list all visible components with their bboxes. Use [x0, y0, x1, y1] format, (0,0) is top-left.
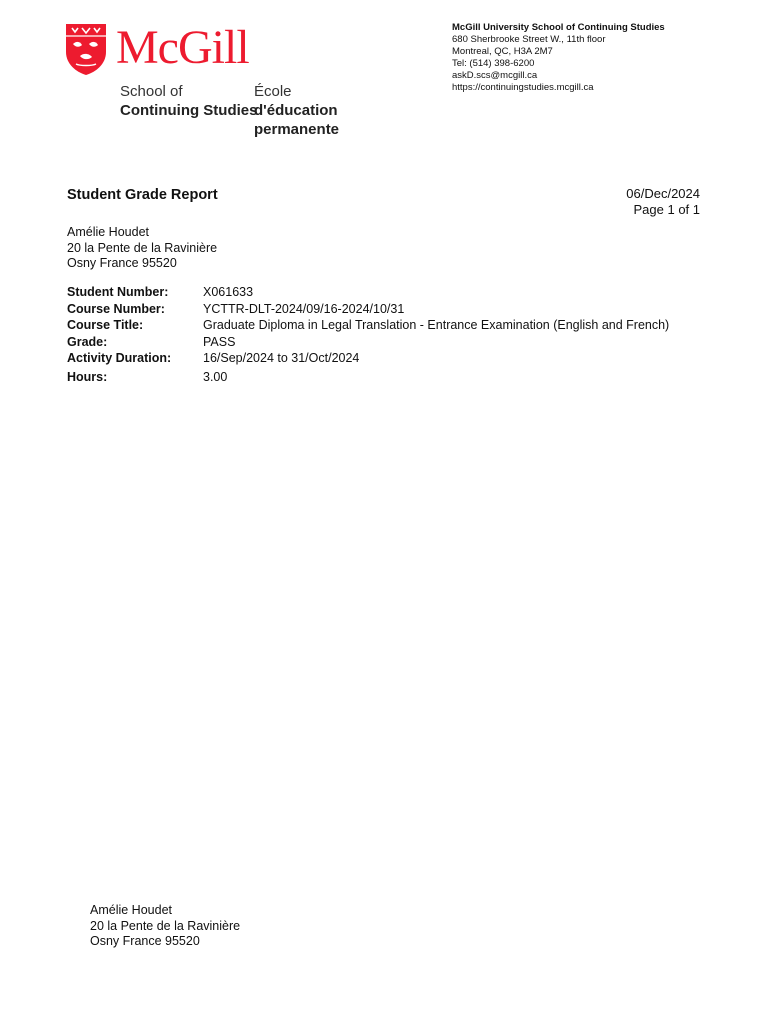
institution-tel: Tel: (514) 398-6200: [452, 58, 535, 69]
grade-details-table: [67, 285, 669, 389]
detail-value: 16/Sep/2024 to 31/Oct/2024: [203, 351, 360, 366]
detail-label: Activity Duration:: [67, 351, 172, 366]
detail-row: [67, 302, 669, 319]
mailing-street: 20 la Pente de la Ravinière: [90, 918, 241, 933]
detail-row: [67, 318, 669, 335]
detail-label: Course Number:: [67, 301, 165, 316]
logo-wordmark: McGill: [116, 21, 249, 74]
school-en-line2: Continuing Studies: [120, 102, 258, 119]
recipient-street: 20 la Pente de la Ravinière: [67, 240, 218, 255]
detail-value: PASS: [203, 334, 236, 349]
school-name-fr: [254, 82, 414, 139]
mcgill-logo: [64, 21, 414, 138]
detail-value: Graduate Diploma in Legal Translation - Entrance Examination (English and French): [203, 318, 670, 333]
institution-street: 680 Sherbrooke Street W., 11th floor: [452, 34, 606, 45]
mcgill-crest-icon: [64, 22, 108, 76]
institution-city: Montreal, QC, H3A 2M7: [452, 46, 553, 57]
school-en-line1: School of: [120, 83, 183, 100]
detail-value: YCTTR-DLT-2024/09/16-2024/10/31: [203, 301, 405, 316]
detail-row: [67, 285, 669, 302]
school-name-en: [120, 82, 257, 120]
recipient-city: Osny France 95520: [67, 256, 177, 270]
detail-row: [67, 351, 669, 370]
mailing-city: Osny France 95520: [90, 934, 200, 948]
detail-label: Grade:: [67, 334, 108, 349]
school-fr-line2: d'éducation permanente: [254, 102, 340, 138]
detail-row: [67, 335, 669, 352]
detail-label: Hours:: [67, 370, 108, 385]
page-number: Page 1 of 1: [633, 202, 700, 217]
institution-contact: [452, 22, 665, 94]
mailing-address: [90, 903, 240, 950]
report-title: Student Grade Report: [67, 187, 218, 203]
detail-row: [67, 370, 669, 389]
detail-label: Course Title:: [67, 318, 144, 333]
institution-name: McGill University School of Continuing Studies: [452, 22, 665, 33]
mailing-name: Amélie Houdet: [90, 903, 172, 917]
report-meta: [626, 186, 700, 218]
recipient-name: Amélie Houdet: [67, 225, 149, 239]
recipient-address: [67, 225, 217, 272]
report-date: 06/Dec/2024: [626, 186, 700, 201]
detail-value: X061633: [203, 285, 254, 299]
detail-label: Student Number:: [67, 285, 169, 299]
institution-email: askD.scs@mcgill.ca: [452, 70, 538, 81]
detail-value: 3.00: [203, 370, 228, 385]
institution-website: https://continuingstudies.mcgill.ca: [452, 82, 594, 93]
school-fr-line1: École: [254, 83, 292, 100]
